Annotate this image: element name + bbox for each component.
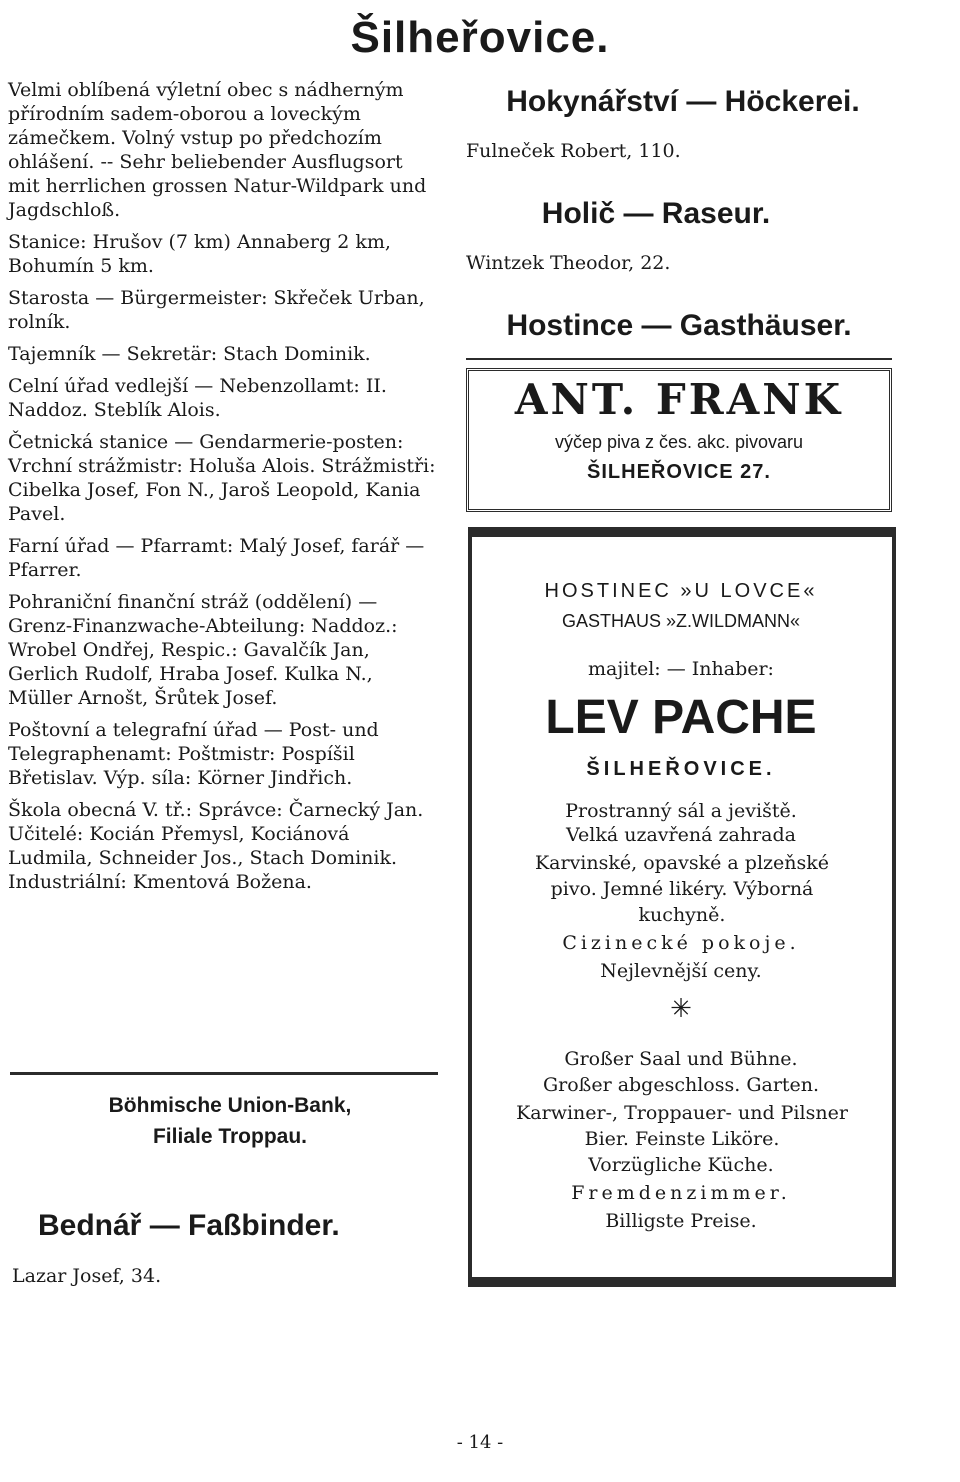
lovce-name-de: GASTHAUS »Z.WILDMANN« (561, 611, 801, 631)
parish-entry: Farní úřad — Pfarramt: Malý Josef, farář — Pfarrer. (8, 535, 425, 581)
customs-entry: Celní úřad vedlejší — Nebenzollamt: II. Naddoz. Steblík Alois. (8, 375, 387, 421)
frank-description: výčep piva z čes. akc. pivovaru (554, 432, 804, 452)
lovce-name-cz: HOSTINEC »U LOVCE« (544, 580, 818, 602)
owner-place: ŠILHEŘOVICE. (586, 758, 776, 780)
advert-line: Nejlevnější ceny. (600, 960, 762, 982)
advert-line: Fremdenzimmer. (571, 1182, 791, 1204)
advert-line: Prostranný sál a jeviště. (565, 800, 797, 822)
post-office-entry: Poštovní a telegrafní úřad — Post- und Telegraphenamt: Poštmistr: Pospíšil Břetislav. Výp. síla: Körner Jindřich. (8, 719, 379, 789)
advert-line: Großer Saal und Bühne. (564, 1048, 798, 1070)
advert-line: Cizinecké pokoje. (562, 932, 800, 954)
advert-line: Karvinské, opavské a plzeňské pivo. Jemné likéry. Výborná kuchyně. (534, 852, 830, 926)
finance-guard-entry: Pohraniční finanční stráž (oddělení) — Grenz-Finanzwache-Abteilung: Naddoz.: Wrobel Ondřej, Respic.: Gavalčík Jan, Gerlich Rudolf, Hraba Josef. Kulka N., Müller Arnošt, Šrůtek Josef. (8, 591, 398, 709)
page-title: Šilheřovice. (350, 13, 610, 62)
advert-line: Billigste Preise. (605, 1210, 757, 1232)
bednar-entry: Lazar Josef, 34. (12, 1265, 162, 1287)
hostince-heading: Hostince — Gasthäuser. (506, 309, 852, 342)
mayor-entry: Starosta — Bürgermeister: Skřeček Urban, rolník. (8, 287, 425, 333)
bank-line-1: Böhmische Union-Bank, (108, 1094, 352, 1117)
divider (10, 1072, 438, 1075)
page-number: - 14 - (456, 1432, 504, 1453)
bank-line-2: Filiale Troppau. (152, 1125, 308, 1148)
intro-paragraph: Velmi oblíbená výletní obec s nádherným přírodním sadem-oborou a loveckým zámečkem. Volný vstup po předchozím ohlášení. -- Sehr beliebender Ausflugsort mit herrlichen grossen Natur-Wildpark und Jagdschloß. (8, 79, 427, 221)
hokynarstvi-heading: Hokynářství — Höckerei. (506, 85, 860, 118)
frank-address: ŠILHEŘOVICE 27. (587, 461, 771, 483)
owner-name: LEV PACHE (545, 691, 817, 744)
station-entry: Stanice: Hrušov (7 km) Annaberg 2 km, Bohumín 5 km. (8, 231, 391, 277)
advert-line: Karwiner-, Troppauer- und Pilsner Bier. Feinste Liköre. (516, 1102, 848, 1150)
advert-line: Vorzügliche Küche. (588, 1154, 774, 1176)
hokynarstvi-entry: Fulneček Robert, 110. (466, 140, 681, 162)
divider (466, 358, 892, 360)
advert-line: Velká uzavřená zahrada (566, 824, 796, 846)
holic-entry: Wintzek Theodor, 22. (466, 252, 671, 274)
bednar-heading: Bednář — Faßbinder. (38, 1209, 340, 1242)
frank-name: ANT. FRANK (514, 375, 844, 424)
school-entry: Škola obecná V. tř.: Správce: Čarnecký Jan. Učitelé: Kocián Přemysl, Kociánová Ludmila, Schneider Jos., Stach Dominik. Industriální: Kmentová Božena. (8, 799, 424, 893)
bank-name (40, 1090, 420, 1152)
owner-label: majitel: — Inhaber: (588, 658, 774, 680)
secretary-entry: Tajemník — Sekretär: Stach Dominik. (8, 343, 371, 365)
star-icon: ✳ (670, 994, 692, 1024)
gendarmerie-entry: Četnická stanice — Gendarmerie-posten: Vrchní strážmistr: Holuša Alois. Strážmistři: Cibelka Josef, Fon N., Jaroš Leopold, Kania Pavel. (8, 431, 436, 525)
holic-heading: Holič — Raseur. (541, 197, 771, 230)
left-column (8, 78, 438, 902)
advert-line: Großer abgeschloss. Garten. (542, 1074, 820, 1096)
